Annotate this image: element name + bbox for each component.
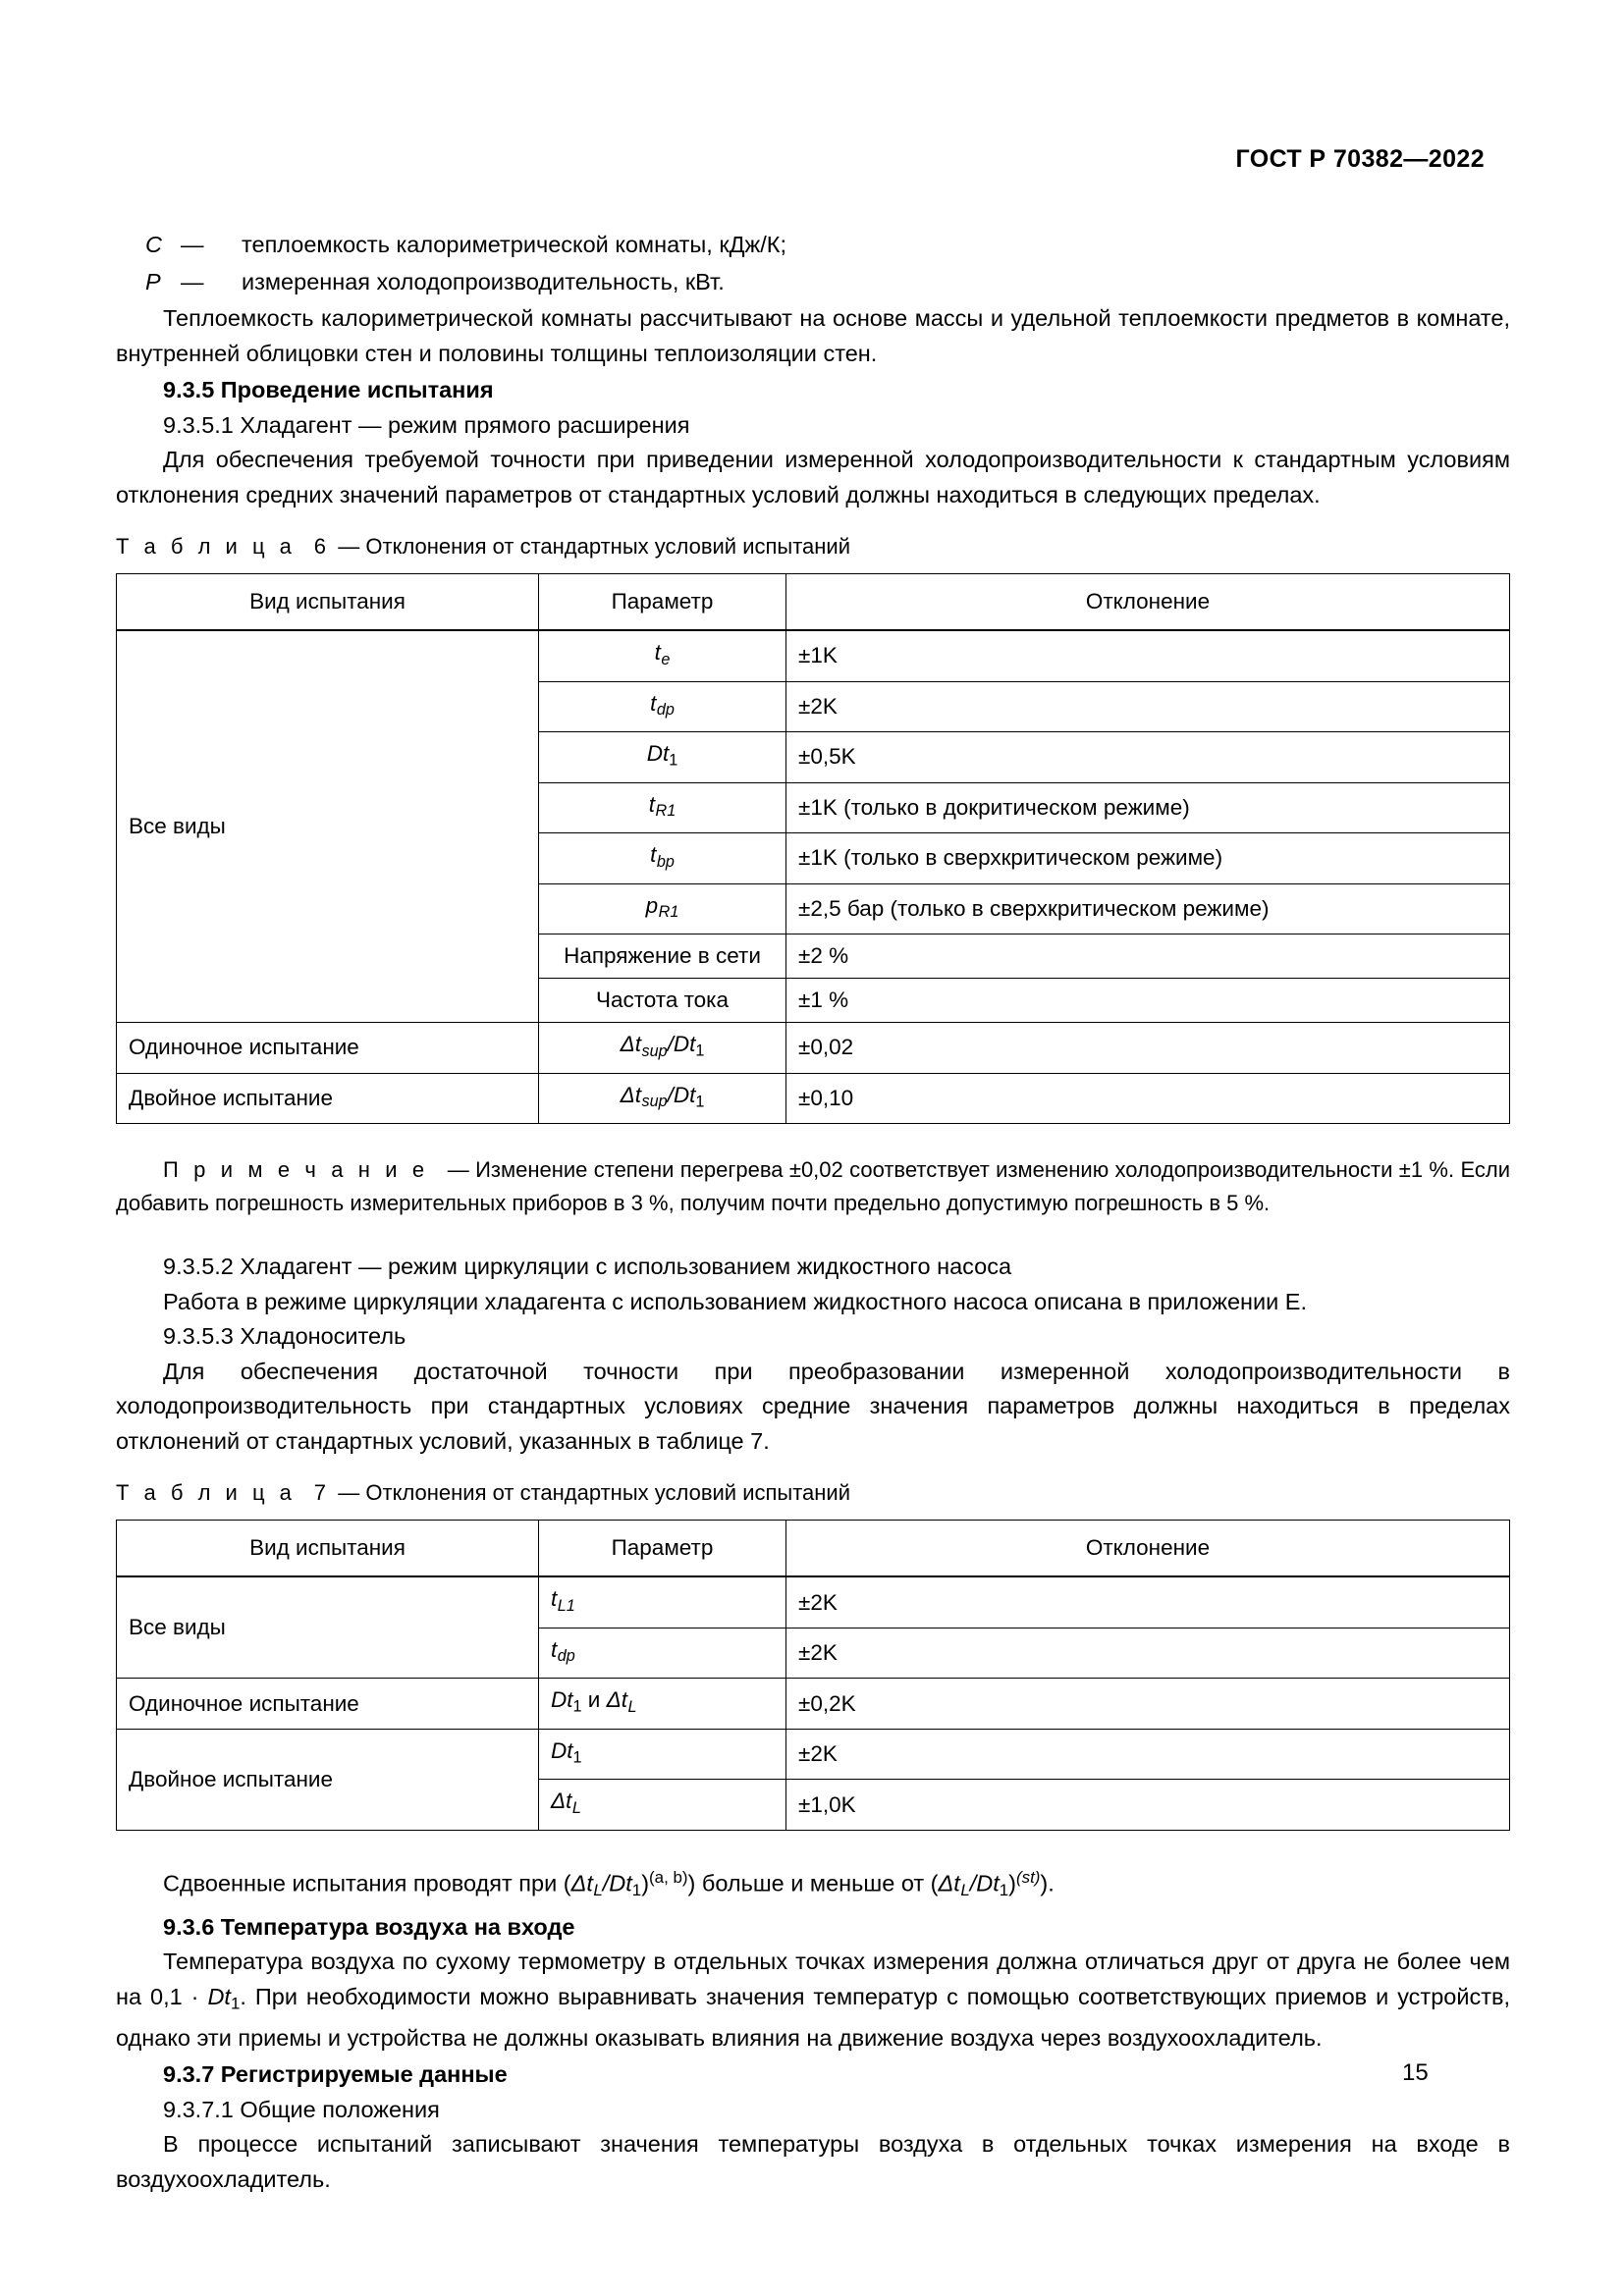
paragraph-accuracy: Для обеспечения требуемой точности при приведении измеренной холодопроизводительности к стандартным условиям отклонения средних значений параметров от стандартных условий должны находиться в следующих пределах. xyxy=(116,447,1510,507)
page-header-standard-number: ГОСТ Р 70382—2022 xyxy=(1235,145,1485,173)
paragraph-dual-tests: Сдвоенные испытания проводят при $(\Delta t_L/Dt_1)^{(a, b)}$) больше и меньше от $(\Delta t_L/Dt_1)^{(st)}$). xyxy=(163,1867,1055,1900)
table-6-param: $t_{bp}$ xyxy=(539,833,786,884)
table-7-kind-double: Двойное испытание xyxy=(117,1729,539,1830)
table-7-param: $\Delta t_L$ xyxy=(539,1780,786,1831)
definition-dash: — xyxy=(181,232,204,257)
definition-row-P xyxy=(145,265,1510,300)
dual-tests-text-pre: Сдвоенные испытания проводят при ( xyxy=(163,1870,571,1896)
table-6-param: $t_e$ xyxy=(539,630,786,681)
definition-text: теплоемкость калориметрической комнаты, кДж/К; xyxy=(242,232,786,257)
table-6-col-header-kind: Вид испытания xyxy=(117,574,539,631)
table-6-caption xyxy=(116,532,1510,561)
table-7-col-header-param: Параметр xyxy=(539,1521,786,1577)
table-6 xyxy=(116,573,1510,1124)
table-7-deviation: ±2K xyxy=(786,1628,1510,1679)
table-7-kind-single: Одиночное испытание xyxy=(117,1679,539,1730)
table-7-caption-text: — Отклонения от стандартных условий испытаний xyxy=(338,1480,851,1506)
table-6-deviation: ±2,5 бар (только в сверхкритическом режиме) xyxy=(786,883,1510,934)
table-row xyxy=(117,1576,1510,1628)
table-6-kind-double: Двойное испытание xyxy=(117,1073,539,1124)
inlet-air-text-2: . При необходимости можно выравнивать значения температур с помощью соответствующих приемов и устройств, однако эти приемы и устройства не должны оказывать влияния на движение воздуха через воздухоохладитель. xyxy=(116,1983,1510,2051)
table-7-col-header-kind: Вид испытания xyxy=(117,1521,539,1577)
subheading-9-3-5-1: 9.3.5.1 Хладагент — режим прямого расширения xyxy=(163,411,690,438)
table-7-caption xyxy=(116,1478,1510,1508)
table-row xyxy=(117,1729,1510,1780)
paragraph-heat-capacity: Теплоемкость калориметрической комнаты рассчитывают на основе массы и удельной теплоемкости предметов в комнате, внутренней облицовки стен и половины толщины теплоизоляции стен. xyxy=(116,305,1510,366)
table-7-caption-number: 7 xyxy=(313,1480,327,1506)
table-6-param: $p_{R1}$ xyxy=(539,883,786,934)
table-6-deviation: ±2 % xyxy=(786,934,1510,979)
paragraph-pump-mode: Работа в режиме циркуляции хладагента с использованием жидкостного насоса описана в приложении Е. xyxy=(163,1288,1307,1314)
table-6-col-header-deviation: Отклонение xyxy=(786,574,1510,631)
table-7-param: $t_{L1}$ xyxy=(539,1576,786,1628)
table-6-param: $\Delta t_{sup}/Dt_1$ xyxy=(539,1073,786,1124)
table-6-deviation: ±1K xyxy=(786,630,1510,681)
table-row xyxy=(117,1679,1510,1730)
table-6-deviation: ±1K (только в докритическом режиме) xyxy=(786,782,1510,833)
heading-9-3-6: 9.3.6 Температура воздуха на входе xyxy=(163,1913,575,1940)
page-content xyxy=(116,228,1510,2197)
table-6-kind-single: Одиночное испытание xyxy=(117,1023,539,1074)
table-7-param: $Dt_1$ xyxy=(539,1729,786,1780)
table-6-deviation: ±0,5K xyxy=(786,732,1510,783)
table-row xyxy=(117,630,1510,681)
table-7 xyxy=(116,1520,1510,1831)
table-7-deviation: ±1,0K xyxy=(786,1780,1510,1831)
paragraph-inlet-air: Температура воздуха по сухому термометру в отдельных точках измерения должна отличаться друг от друга не более чем на $0,1 \cdot Dt_1$. При необходимости можно выравнивать значения температур с помощью соответствующих приемов и устройств, однако эти приемы и устройства не должны оказывать влияния на движение воздуха через воздухоохладитель. xyxy=(116,1949,1510,2051)
definition-dash: — xyxy=(181,268,204,294)
subheading-9-3-5-3: 9.3.5.3 Хладоноситель xyxy=(163,1323,406,1350)
table-7-header-row xyxy=(117,1521,1510,1577)
table-6-deviation: ±2K xyxy=(786,681,1510,732)
paragraph-coolant: Для обеспечения достаточной точности при преобразовании измеренной холодопроизводительности в холодопроизводительность при стандартных условиях средние значения параметров должны находиться в пределах отклонений от стандартных условий, указанных в таблице 7. xyxy=(116,1358,1510,1454)
note-label: П р и м е ч а н и е xyxy=(163,1157,429,1183)
table-6-deviation: ±1K (только в сверхкритическом режиме) xyxy=(786,833,1510,884)
table-6-param: $t_{dp}$ xyxy=(539,681,786,732)
table-6-header-row xyxy=(117,574,1510,631)
dual-tests-text-end: ). xyxy=(1040,1870,1055,1896)
table-6-param: Напряжение в сети xyxy=(539,934,786,979)
table-7-deviation: ±2K xyxy=(786,1729,1510,1780)
table-row xyxy=(117,1073,1510,1124)
table-row xyxy=(117,1023,1510,1074)
definition-row-C xyxy=(145,228,1510,263)
table-7-col-header-deviation: Отклонение xyxy=(786,1521,1510,1577)
table-7-kind-all: Все виды xyxy=(117,1576,539,1679)
page-number: 15 xyxy=(1402,2059,1429,2086)
inlet-air-text-1: Температура воздуха по сухому термометру в отдельных точках измерения должна отличаться друг от друга не более чем на 0,1 · xyxy=(116,1949,1510,2009)
table-6-kind-all: Все виды xyxy=(117,630,539,1023)
heading-9-3-5: 9.3.5 Проведение испытания xyxy=(163,377,494,402)
definition-symbol: C xyxy=(145,232,162,257)
table-6-caption-label: Т а б л и ц а xyxy=(116,534,297,559)
table-6-param: Частота тока xyxy=(539,979,786,1023)
table-6-caption-text: — Отклонения от стандартных условий испытаний xyxy=(338,534,851,559)
table-6-param: $Dt_1$ xyxy=(539,732,786,783)
table-7-caption-label: Т а б л и ц а xyxy=(116,1480,297,1506)
table-6-col-header-param: Параметр xyxy=(539,574,786,631)
table-6-deviation: ±0,10 xyxy=(786,1073,1510,1124)
table-6-caption-number: 6 xyxy=(313,534,327,559)
table-7-deviation: ±0,2K xyxy=(786,1679,1510,1730)
definition-text: измеренная холодопроизводительность, кВт. xyxy=(242,268,725,294)
table-6-param: $\Delta t_{sup}/Dt_1$ xyxy=(539,1023,786,1074)
definition-symbol: P xyxy=(145,268,161,294)
table-7-param: $t_{dp}$ xyxy=(539,1628,786,1679)
note-text: — Изменение степени перегрева ±0,02 соответствует изменению холодопроизводительности ±1 %. Если добавить погрешность измерительных приборов в 3 %, получим почти предельно допустимую погрешность в 5 %. xyxy=(116,1157,1510,1216)
heading-9-3-7: 9.3.7 Регистрируемые данные xyxy=(163,2061,508,2088)
subheading-9-3-7-1: 9.3.7.1 Общие положения xyxy=(163,2096,440,2122)
paragraph-recorded-data: В процессе испытаний записывают значения температуры воздуха в отдельных точках измерения на входе в воздухоохладитель. xyxy=(116,2131,1510,2192)
table-7-param: $Dt_1$ и $\Delta t_L$ xyxy=(539,1679,786,1730)
table-6-deviation: ±0,02 xyxy=(786,1023,1510,1074)
dual-tests-text-mid: ) больше и меньше от ( xyxy=(687,1870,939,1896)
subheading-9-3-5-2: 9.3.5.2 Хладагент — режим циркуляции с использованием жидкостного насоса xyxy=(163,1254,1012,1280)
table-6-param: $t_{R1}$ xyxy=(539,782,786,833)
table-6-deviation: ±1 % xyxy=(786,979,1510,1023)
table-7-deviation: ±2K xyxy=(786,1576,1510,1628)
table-6-note xyxy=(116,1153,1510,1220)
